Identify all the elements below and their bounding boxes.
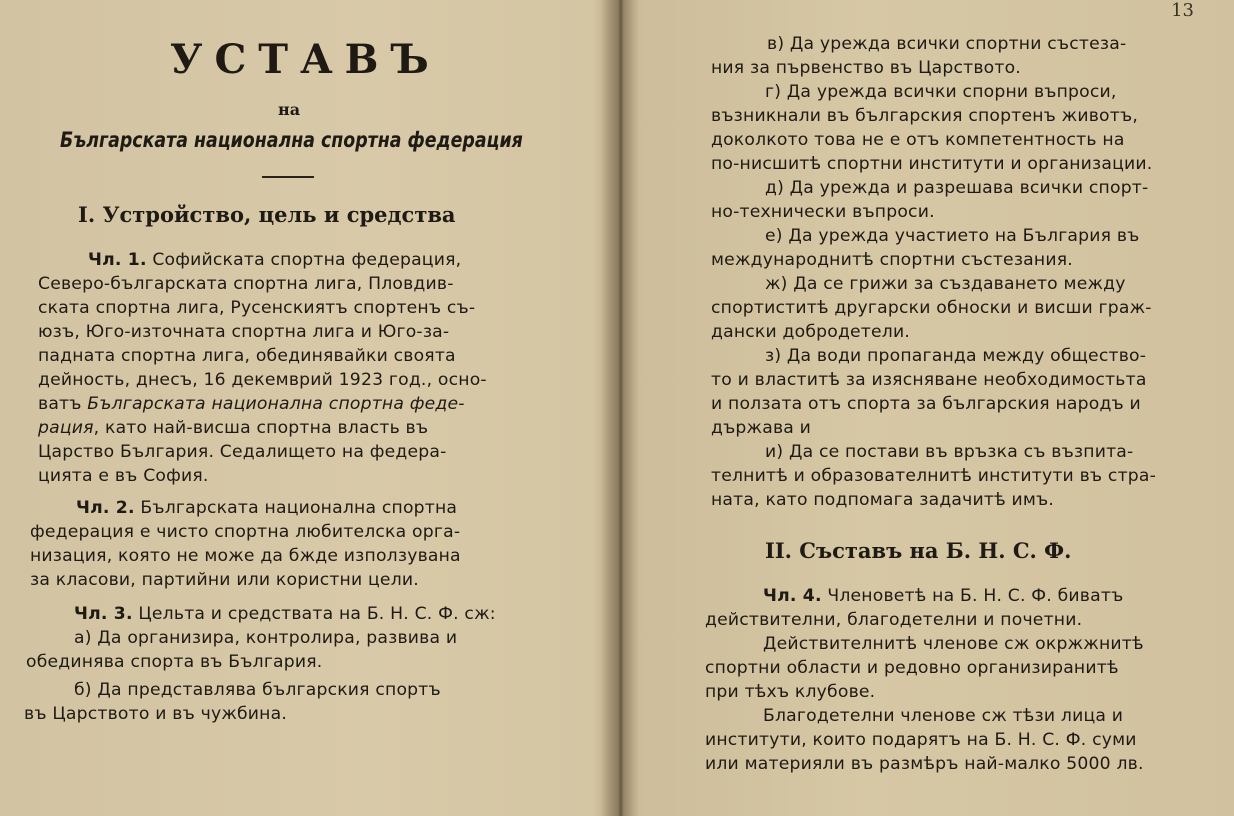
title-preposition: на: [278, 100, 301, 119]
article-3-cont-line: з) Да води пропаганда между общество-: [765, 346, 1147, 366]
article-1-line: падната спортна лига, обединявайки своята: [38, 346, 456, 366]
article-1-line: юзъ, Юго-източната спортна лига и Юго-за-: [38, 322, 450, 342]
document-title: УСТАВЪ: [170, 36, 441, 83]
federation-name-italic: Българската национална спортна феде-: [87, 394, 465, 414]
article-3-cont-line: дански добродетели.: [711, 322, 911, 342]
article-3-cont-line: ж) Да се грижи за създаването между: [765, 274, 1126, 294]
article-3-cont-line: по-нисшитѣ спортни институти и организации.: [711, 154, 1153, 174]
article-3-cont-line: и) Да се постави въ връзка съ възпита-: [765, 442, 1134, 462]
article-3-cont-line: и ползата отъ спорта за българския народъ и: [711, 394, 1141, 414]
title-rule: [262, 176, 314, 178]
article-3-cont-line: но-технически въпроси.: [711, 202, 935, 222]
article-4-line: Действителнитѣ членове сж окржжнитѣ: [763, 634, 1144, 654]
article-3-cont-line: ната, като подпомага задачитѣ имъ.: [711, 490, 1055, 510]
article-1-line: цията е въ София.: [38, 466, 209, 486]
article-3-line: б) Да представлява българския спортъ: [74, 680, 441, 700]
article-3-label: Чл. 3.: [74, 604, 133, 624]
article-3-cont-line: телнитѣ и образователнитѣ институти въ стра-: [711, 466, 1157, 486]
article-1-line: рация, като най-висша спортна власть въ: [38, 418, 429, 438]
section-1-heading: I. Устройство, цель и средства: [78, 202, 456, 227]
article-2-line: низация, която не може да бжде използувана: [30, 546, 461, 566]
article-1-line: ватъ Българската национална спортна феде-: [38, 394, 465, 414]
article-4-line: или материяли въ размѣръ най-малко 5000 лв.: [705, 754, 1144, 774]
article-4-line: действителни, благодетелни и почетни.: [705, 610, 1083, 630]
article-1-label: Чл. 1.: [88, 250, 147, 270]
article-1-line: Царство България. Седалището на федера-: [38, 442, 447, 462]
article-4-line: при тѣхъ клубове.: [705, 682, 876, 702]
article-4-line: спортни области и редовно организиранитѣ: [705, 658, 1119, 678]
article-4-label: Чл. 4.: [763, 586, 822, 606]
article-2-line: федерация е чисто спортна любителска орга-: [30, 522, 461, 542]
article-2-line: за класови, партийни или користни цели.: [30, 570, 419, 590]
article-3-cont-line: спортиститѣ другарски обноски и висши граж-: [711, 298, 1152, 318]
article-3-line: Чл. 3. Цельта и средствата на Б. Н. С. Ф. сж:: [74, 604, 496, 624]
article-2-label: Чл. 2.: [76, 498, 135, 518]
article-3-cont-line: то и властитѣ за изясняване необходимостьта: [711, 370, 1147, 390]
article-1-line: Северо-българската спортна лига, Пловдив-: [38, 274, 454, 294]
right-page: [625, 0, 1234, 816]
article-3-cont-line: е) Да урежда участието на България въ: [765, 226, 1140, 246]
article-3-cont-line: д) Да урежда и разрешава всички спорт-: [765, 178, 1149, 198]
article-3-cont-line: г) Да урежда всички спорни въпроси,: [765, 82, 1117, 102]
article-3-line: въ Царството и въ чужбина.: [24, 704, 288, 724]
section-2-heading: II. Съставъ на Б. Н. С. Ф.: [765, 538, 1072, 563]
article-3-cont-line: възникнали въ българския спортенъ животъ,: [711, 106, 1138, 126]
article-4-line: Благодетелни членове сж тѣзи лица и: [763, 706, 1124, 726]
article-2-line: Чл. 2. Българската национална спортна: [76, 498, 458, 518]
page-number: 13: [1171, 0, 1194, 21]
article-3-cont-line: международнитѣ спортни състезания.: [711, 250, 1073, 270]
article-3-cont-line: държава и: [711, 418, 812, 438]
article-1-line: ската спортна лига, Русенскиятъ спортенъ съ-: [38, 298, 476, 318]
article-3-cont-line: ния за първенство въ Царството.: [711, 58, 1021, 78]
article-3-line: а) Да организира, контролира, развива и: [74, 628, 458, 648]
left-page: [0, 0, 610, 816]
document-subtitle: Българската национална спортна федерация: [60, 128, 523, 152]
article-3-line: обединява спорта въ България.: [26, 652, 323, 672]
article-1-line: дейность, днесъ, 16 декемврий 1923 год., осно-: [38, 370, 487, 390]
federation-name-italic: рация: [38, 418, 94, 438]
article-1-line: Чл. 1. Софийската спортна федерация,: [88, 250, 462, 270]
article-4-line: Чл. 4. Членоветѣ на Б. Н. С. Ф. биватъ: [763, 586, 1124, 606]
article-3-cont-line: доколкото това не е отъ компетентность на: [711, 130, 1125, 150]
article-4-line: институти, които подарятъ на Б. Н. С. Ф. суми: [705, 730, 1137, 750]
article-3-cont-line: в) Да урежда всички спортни състеза-: [767, 34, 1127, 54]
